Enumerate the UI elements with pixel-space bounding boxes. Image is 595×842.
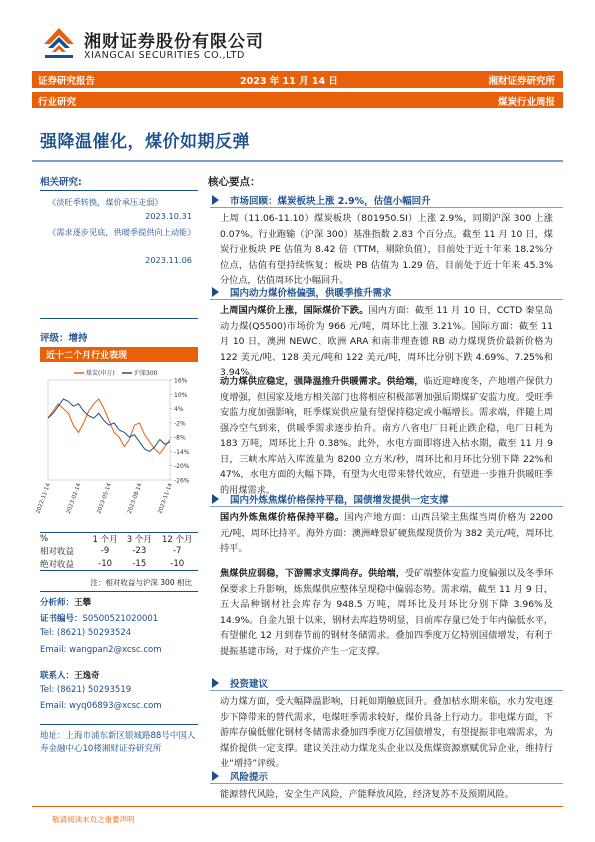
table-cell: -23 bbox=[132, 546, 147, 557]
analyst-email[interactable]: wangpan2@xcsc.com bbox=[69, 645, 162, 655]
core-points-heading: 核心要点： bbox=[208, 176, 261, 188]
section-heading-coking-coal bbox=[210, 491, 563, 507]
y-tick-label: -8% bbox=[174, 434, 186, 442]
contact-label: 联系人： bbox=[40, 671, 75, 681]
section-heading-risk bbox=[210, 768, 563, 784]
x-tick-label: 2023-05-14 bbox=[96, 482, 113, 515]
y-tick-label: -26% bbox=[174, 477, 190, 485]
related-research-heading: 相关研究: bbox=[40, 177, 82, 188]
company-logo bbox=[42, 26, 76, 60]
x-tick-label: 2023-02-14 bbox=[65, 482, 83, 515]
contact-email-line bbox=[40, 701, 162, 711]
table-header-cell: % bbox=[40, 533, 88, 546]
x-tick-label: 2023-08-14 bbox=[126, 482, 144, 515]
legend-label-0: 煤炭(申万) bbox=[86, 370, 115, 377]
table-row-label: 绝对收益 bbox=[40, 558, 88, 571]
institute-name: 湘财证券研究所 bbox=[488, 76, 555, 87]
report-date: 2023 年 11 月 14 日 bbox=[240, 76, 338, 87]
section-heading-thermal-coal bbox=[210, 284, 563, 300]
section-paragraph bbox=[220, 510, 553, 557]
email-label: Email: bbox=[40, 701, 67, 711]
section-title: 投资建议 bbox=[230, 679, 269, 690]
series-line-0 bbox=[48, 399, 170, 454]
table-cell: -10 bbox=[88, 558, 122, 571]
analyst-tel-line bbox=[40, 628, 131, 638]
cert-line bbox=[40, 612, 158, 624]
analyst-label: 分析师： bbox=[40, 598, 75, 608]
contact-tel-line bbox=[40, 685, 131, 695]
y-tick-label: 10% bbox=[174, 391, 188, 399]
para-body: 受矿端整体安监力度偏强以及冬季环保要求上升影响，炼焦煤供应整体呈现稳中偏弱态势。需求端，截至 11 月 9 日，五大品种钢材社会库存为 948.5 万吨，周环比及月环比分别下降 3.96%及 14.9%。自金九银十以来，钢材去库趋势明显，目前库存量已处于年内偏低水平，有望催化 12 月到春节前的钢材冬储需求。叠加四季度万亿特别国债增发，有利于提振基建市场，对于煤价产生一定支撑。 bbox=[220, 568, 554, 657]
report-type: 证券研究报告 bbox=[38, 76, 96, 87]
address-divider bbox=[40, 724, 198, 725]
analyst-divider bbox=[40, 591, 198, 592]
footer-divider bbox=[32, 806, 563, 807]
table-header-cell: 1 个月 bbox=[88, 533, 122, 546]
title-divider bbox=[32, 160, 563, 162]
arrow-marker-icon bbox=[212, 678, 219, 688]
contact-name: 王逸奇 bbox=[74, 671, 100, 681]
section-paragraph bbox=[220, 211, 553, 289]
report-series: 煤炭行业周报 bbox=[497, 97, 555, 108]
section-paragraph bbox=[220, 566, 553, 659]
chart-title-band bbox=[40, 347, 198, 362]
tel-label: Tel: bbox=[40, 628, 55, 638]
para-lead: 国内外炼焦煤价格保持平稳。 bbox=[220, 512, 345, 523]
y-tick-label: -20% bbox=[174, 463, 190, 471]
section-title: 风险提示 bbox=[230, 772, 269, 783]
section-underline bbox=[210, 299, 563, 300]
related-link-2[interactable]: 《需求逐步见底，供暖季提供向上动能》 bbox=[48, 227, 196, 237]
related-link-1[interactable]: 《淡旺季转换，煤价承压走弱》 bbox=[48, 197, 163, 207]
table-row-label: 相对收益 bbox=[40, 547, 75, 558]
table-cell: -10 bbox=[156, 558, 198, 571]
table-header-cell: 12 个月 bbox=[156, 533, 198, 546]
related-date-1: 2023.10.31 bbox=[145, 211, 192, 221]
industry-rating: 评级：增持 bbox=[40, 333, 88, 344]
rating-divider bbox=[40, 318, 198, 319]
header-band-top bbox=[32, 71, 563, 88]
y-tick-label: 4% bbox=[174, 406, 184, 414]
section-heading-investment bbox=[210, 675, 563, 691]
y-tick-label: 16% bbox=[174, 377, 188, 385]
research-category: 行业研究 bbox=[38, 97, 77, 108]
section-title: 国内动力煤价格偏强，供暖季推升需求 bbox=[230, 288, 392, 299]
table-note: 注：相对收益与沪深 300 相比 bbox=[90, 578, 192, 587]
cert-number: S0500521020001 bbox=[82, 614, 159, 624]
section-paragraph bbox=[220, 303, 553, 381]
series-line-1 bbox=[48, 399, 170, 451]
section-paragraph bbox=[220, 787, 553, 803]
table-cell: -7 bbox=[172, 546, 182, 557]
company-name-cn: 湘财证券股份有限公司 bbox=[84, 32, 264, 52]
industry-performance-chart bbox=[35, 364, 198, 529]
related-divider bbox=[40, 190, 198, 191]
email-label: Email: bbox=[40, 645, 67, 655]
table-cell: -15 bbox=[122, 558, 156, 571]
section-paragraph bbox=[220, 374, 553, 498]
legend-label-1: 沪深300 bbox=[134, 370, 158, 377]
section-paragraph bbox=[220, 694, 553, 772]
tel-label: Tel: bbox=[40, 685, 55, 695]
performance-table bbox=[40, 532, 198, 571]
header-band-bottom bbox=[32, 92, 563, 108]
arrow-marker-icon bbox=[212, 287, 219, 297]
contact-email[interactable]: wyq06893@xcsc.com bbox=[69, 701, 162, 711]
company-name-en: XIANGCAI SECURITIES CO.,LTD bbox=[84, 50, 245, 61]
para-body: 上周（11.06-11.10）煤炭板块（801950.SI）上涨 2.9%，同期沪深 300 上涨 0.07%。行业跑输（沪深 300）基准指数 2.83 个百分点。截至 11 月 10 日，煤炭行业板块 PE 估值为 8.42 倍（TTM，剔除负值），目前处于近十年来 18.2%分位点，估值有望持续恢复；板块 PB 估值为 1.29 倍，目前处于近十年来 45.3%分位点，估值周环比小幅回升。 bbox=[220, 213, 553, 286]
office-address: 地址：上海市浦东新区银城路88号中国人寿金融中心10楼湘财证券研究所 bbox=[40, 731, 196, 754]
footer-disclaimer[interactable]: 敬请阅读末页之重要声明 bbox=[52, 815, 135, 824]
para-lead: 上周国内煤价上涨，国际煤价下跌。 bbox=[220, 305, 369, 316]
para-lead: 焦煤供应弱稳，下游需求支撑尚存。供给端， bbox=[220, 568, 406, 579]
section-underline bbox=[210, 207, 563, 208]
contact-line bbox=[40, 669, 100, 681]
para-body: 国内产地方面：山西吕梁主焦煤当周价格为 2200 元/吨，周环比持平。海外方面：澳洲峰景矿硬焦煤现货价为 382 美元/吨，周环比持平。 bbox=[220, 512, 553, 554]
contact-tel: (8621) 50293519 bbox=[56, 685, 132, 695]
section-underline bbox=[210, 690, 563, 691]
analyst-email-line bbox=[40, 645, 162, 655]
section-underline bbox=[210, 783, 563, 784]
arrow-marker-icon bbox=[212, 195, 219, 205]
chart-title: 近十二个月行业表现 bbox=[46, 351, 128, 361]
analyst-line bbox=[40, 596, 91, 608]
x-tick-label: 2023-11-14 bbox=[157, 482, 174, 515]
y-tick-label: -2% bbox=[174, 420, 186, 428]
para-body: 临近迎峰度冬，产地增产保供力度增强，但国家及地方相关部门也将相应积极部署加强后期煤矿安监力度。受旺季安监力度加强影响，旺季煤炭供应量有望保持稳定或小幅增长。需求端，伴随上周强冷空气到来，供暖季需求逐步抬升。南方八省电厂日耗止跌企稳，电厂日耗为 183 万吨，周环比上升 0.38%。此外，水电方面即将进入枯水期，截至 11 月 9 日，三峡水库站入库流量为 8200 立方米/秒，周环比和月环比分别下降 22%和 47%，水电方面的大幅下降，有望为火电带来替代效应，有望进一步推升供暖旺季的用煤需求。 bbox=[220, 376, 554, 496]
analyst-tel: (8621) 50293524 bbox=[56, 628, 132, 638]
table-cell: -9 bbox=[100, 546, 110, 557]
related-date-2: 2023.11.06 bbox=[145, 255, 192, 265]
arrow-marker-icon bbox=[212, 494, 219, 504]
cert-label: 证书编号： bbox=[40, 614, 83, 624]
section-underline bbox=[210, 506, 563, 507]
section-title: 国内外炼焦煤价格保持平稳，国债增发提供一定支撑 bbox=[230, 495, 449, 506]
para-body: 国内方面：截至 11 月 10 日，CCTD 秦皇岛动力煤(Q5500)市场价为 966 元/吨，周环比上涨 3.21%。国际方面：截至 11 月 10 日，澳洲 NEWC、欧洲 ARA 和南非理查德 RB 动力煤现货价最新价格为 122 美元/吨、128 美元/吨和 122 美元/吨，周环比分别下跌 4.69%、7.25%和 3.94%。 bbox=[220, 305, 553, 378]
arrow-marker-icon bbox=[212, 771, 219, 781]
chart-plot-frame bbox=[48, 380, 170, 480]
para-body: 能源替代风险，安全生产风险，产能释放风险，经济复苏不及预期风险。 bbox=[220, 789, 514, 800]
para-lead: 动力煤供应稳定，强降温推升供暖需求。供给端， bbox=[220, 376, 424, 387]
x-tick-label: 2022-11-14 bbox=[35, 482, 52, 515]
section-heading-market bbox=[210, 192, 563, 208]
analyst-name: 王攀 bbox=[74, 598, 92, 608]
para-body: 动力煤方面，受大幅降温影响，日耗如期触底回升。叠加枯水期来临，水力发电逐步下降带来的替代需求，电煤旺季需求较好，煤价具备上行动力。非电煤方面，下游库存偏低催化钢材冬储需求叠加四季度万亿国债增发，有望提振非电端需求，为煤价提供一定支撑。建议关注动力煤龙头企业以及焦煤资源禀赋优异企业，维持行业“增持”评级。 bbox=[220, 696, 553, 769]
table-header-cell: 3 个月 bbox=[122, 533, 156, 546]
section-title: 市场回顾：煤炭板块上涨 2.9%，估值小幅回升 bbox=[230, 196, 431, 207]
y-tick-label: -14% bbox=[174, 448, 190, 456]
page-title: 强降温催化，煤价如期反弹 bbox=[40, 132, 250, 152]
